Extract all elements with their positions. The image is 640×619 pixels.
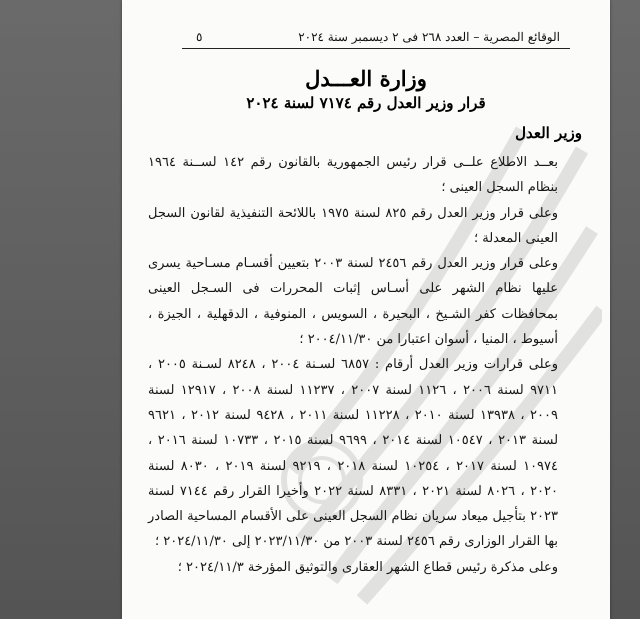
viewer-left-margin (0, 0, 122, 619)
decree-body (148, 150, 582, 580)
paragraph: وعلى مذكرة رئيس قطاع الشهر العقارى والتوثيق المؤرخة ٢٠٢٤/١١/٣ ؛ (177, 559, 558, 575)
paragraph: وعلى قرار وزير العدل رقم ٢٤٥٦ لسنة ٢٠٠٣ بتعيين أقسـام مسـاحية يسرى عليها نظام الشهر على أسـاس إثبات المحررات فى السـجل العينى بمحافظات كفر الشـيخ ، البحيرة ، السويس ، المنوفية ، الدقهلية ، الجيزة ، أسيوط ، المنيا ، أسوان اعتبارا من ٢٠٠٤/١١/٣٠ ؛ (148, 256, 559, 348)
document-page (122, 0, 610, 619)
paragraph: بعــد الاطلاع علــى قرار رئيس الجمهورية بالقانون رقم ١٤٢ لســنة ١٩٦٤ بنظام السجل العينى ؛ (148, 155, 558, 196)
paragraph: وعلى قرارات وزير العدل أرقام : ٦٨٥٧ لسـنة ٢٠٠٤ ، ٨٢٤٨ لسـنة ٢٠٠٥ ، ٩٧١١ لسنة ٢٠٠٦ ، ١١٢٦ لسنة ٢٠٠٧ ، ١١٢٣٧ لسنة ٢٠٠٨ ، ١٢٩١٧ لسنة ٢٠٠٩ ، ١٣٩٣٨ لسنة ٢٠١٠ ، ١١٢٢٨ لسنة ٢٠١١ ، ٩٤٢٨ لسنة ٢٠١٢ ، ٩٦٢١ لسنة ٢٠١٣ ، ١٠٥٤٧ لسنة ٢٠١٤ ، ٩٦٩٩ لسنة ٢٠١٥ ، ١٠٧٣٣ لسنة ٢٠١٦ ، ١٠٩٧٤ لسنة ٢٠١٧ ، ١٠٢٥٤ لسنة ٢٠١٨ ، ٩٢١٩ لسنة ٢٠١٩ ، ٨٠٣٠ لسنة ٢٠٢٠ ، ٨٠٢٦ لسنة ٢٠٢١ ، ٨٣٣١ لسنة ٢٠٢٢ وأخيرا القرار رقم ٧١٤٤ لسنة ٢٠٢٣ بتأجيل ميعاد سريان نظام السجل العينى على الأقسام المساحية الصادر بها القرار الوزارى رقم ٢٤٥٦ لسنة ٢٠٠٣ من ٢٠٢٣/١١/٣٠ إلى ٢٠٢٤/١١/٣٠ ؛ (148, 357, 559, 550)
page-number: ٥ (196, 30, 203, 44)
decree-title: قرار وزير العدل رقم ٧١٧٤ لسنة ٢٠٢٤ (246, 94, 486, 112)
gazette-issue-line: الوقائع المصرية – العدد ٢٦٨ فى ٢ ديسمبر سنة ٢٠٢٤ (298, 30, 560, 44)
ministry-heading: وزارة العـــدل (305, 66, 427, 91)
issuer-line: وزير العدل (515, 124, 582, 142)
viewer-right-margin (610, 0, 640, 619)
running-header (182, 28, 570, 49)
paragraph: وعلى قرار وزير العدل رقم ٨٢٥ لسنة ١٩٧٥ باللائحة التنفيذية لقانون السجل العينى المعدلة ؛ (148, 205, 559, 246)
